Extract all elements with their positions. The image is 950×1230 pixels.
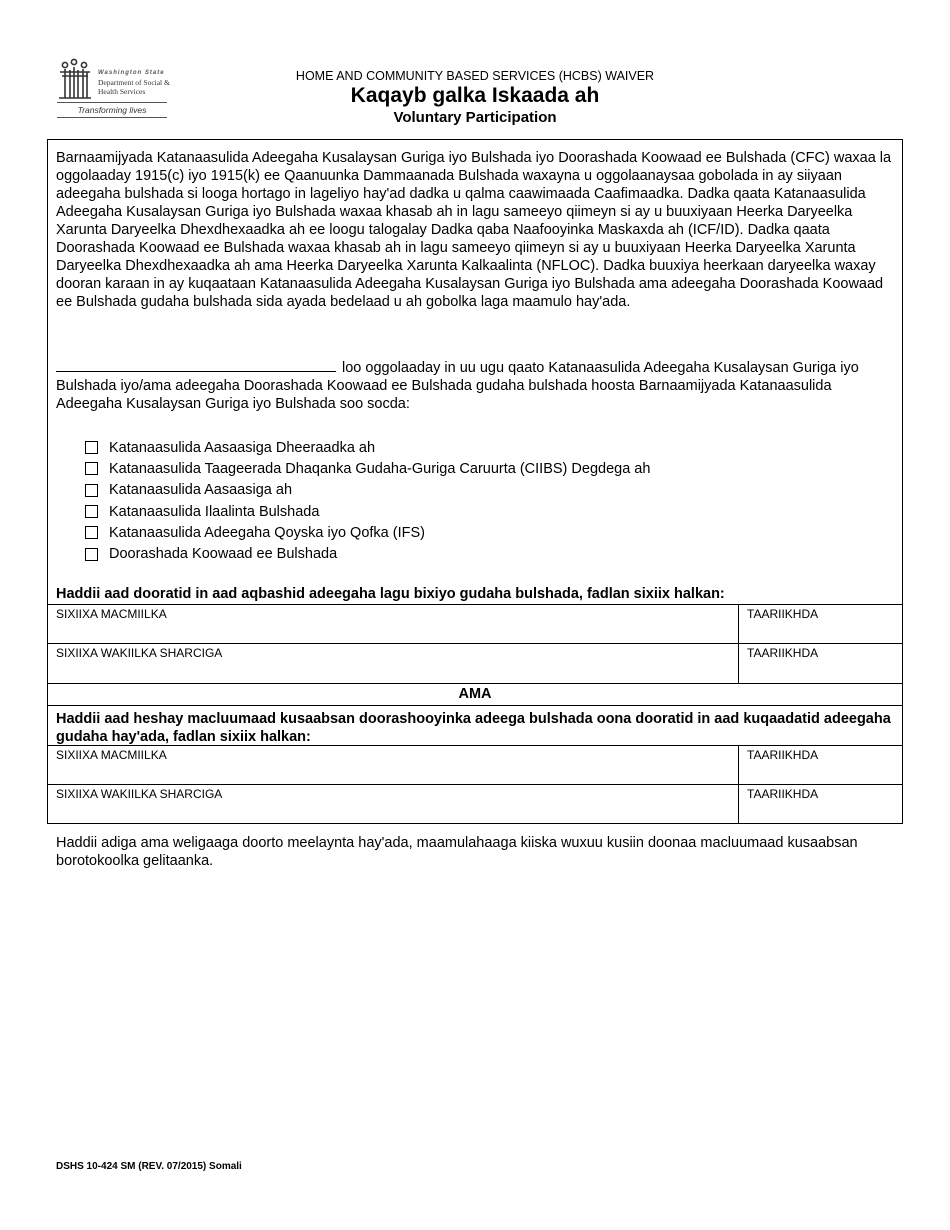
option-label: Doorashada Koowaad ee Bulshada — [109, 546, 338, 563]
logo-department: Department of Social & Health Services — [98, 78, 170, 96]
option-item — [85, 522, 650, 543]
logo-state: Washington State — [98, 70, 165, 76]
consent-statement — [56, 359, 896, 413]
representative-signature-row[interactable] — [48, 784, 902, 823]
representative-signature-label: SIXIIXA WAKIILKA SHARCIGA — [56, 787, 223, 801]
form-number: DSHS 10-424 SM (REV. 07/2015) Somali — [56, 1161, 242, 1172]
client-signature-label: SIXIIXA MACMIILKA — [56, 748, 167, 762]
option-checkbox[interactable] — [85, 462, 98, 475]
form-subtitle: Voluntary Participation — [393, 109, 557, 126]
community-signature-heading: Haddii aad dooratid in aad aqbashid adeegaha lagu bixiyo gudaha bulshada, fadlan sixiix halkan: — [56, 586, 725, 602]
logo-tagline: Transforming lives — [77, 105, 147, 115]
date-label: TAARIIKHDA — [747, 787, 819, 801]
client-signature-row[interactable] — [48, 604, 902, 643]
name-blank[interactable] — [56, 359, 336, 372]
cell-divider — [738, 785, 739, 824]
representative-signature-row[interactable] — [48, 643, 902, 682]
option-label: Katanaasulida Adeegaha Qoyska iyo Qofka (IFS) — [109, 524, 425, 541]
option-item — [85, 543, 650, 564]
cell-divider — [738, 644, 739, 683]
option-item — [85, 458, 650, 479]
option-item — [85, 480, 650, 501]
waiver-options — [85, 437, 650, 565]
client-signature-label: SIXIIXA MACMIILKA — [56, 607, 167, 621]
intro-paragraph: Barnaamijyada Katanaasulida Adeegaha Kusalaysan Guriga iyo Bulshada iyo Doorashada Koowaad ee Bulshada (CFC) waxaa la oggolaaday 1915(c) iyo 1915(k) ee Qaanuunka Dammaanada Bulshada waxayna u oggolaanaysaa gobolada in ay siiyaan adeegaha bulshada si looga hortago in lageliyo hay'ad dadka u qalma caawimaada Caafimaadka. Dadka qaata Katanaasulida Adeegaha Kusalaysan Guriga iyo Bulshada waxaa khasab ah in lagu sameeyo qiimeyn si ay u buuxiyaan Heerka Daryeelka Xarunta Daryeelka Dhexdhexaadka ah ee loogu talogalay Dadka qaba Naafooyinka Maskaxda ah (ICF/ID). Dadka qaata Doorashada Koowaad ee Bulshada waxaa khasab ah in lagu sameeyo qiimeyn si ay u buuxiyaan Heerka Daryeelka Xarunta Daryeelka Dhexdhexaadka ah ama Heerka Daryeelka Xarunta Kalkaalinta (NFLOC). Dadka buuxiya heerkaan daryeelka waxay dooran karaan in ay kuqaataan Katanaasulida Adeegaha Kusalaysan Guriga iyo Bulshada ama adeegaha Doorashada Koowaad ee Bulshada gudaha bulshada sida ayada bedelaad u ah gobolka laga maamulo hay'ada. — [56, 150, 892, 310]
program-name: HOME AND COMMUNITY BASED SERVICES (HCBS) WAIVER — [295, 69, 655, 83]
form-title: Kaqayb galka Iskaada ah — [350, 84, 600, 107]
option-checkbox[interactable] — [85, 441, 98, 454]
option-label: Katanaasulida Aasaasiga ah — [109, 482, 293, 499]
institution-signature-heading: Haddii aad heshay macluumaad kusaabsan doorashooyinka adeega bulshada oona dooratid in aad kuqaadatid adeegaha gudaha hay'ada, fadlan sixiix halkan: — [56, 711, 891, 745]
consent-text: loo oggolaaday in uu ugu qaato Katanaasulida Adeegaha Kusalaysan Guriga iyo Bulshada iyo/ama adeegaha Doorashada Koowaad ee Bulshada gudaha bulshada hoosta Barnaamijyada Katanaasulida Adeegaha Kusalaysan Guriga iyo Bulshada soo socda: — [56, 360, 859, 412]
cell-divider — [738, 605, 739, 644]
option-item — [85, 437, 650, 458]
cell-divider — [738, 746, 739, 785]
option-label: Katanaasulida Ilaalinta Bulshada — [109, 503, 320, 520]
representative-signature-label: SIXIIXA WAKIILKA SHARCIGA — [56, 646, 223, 660]
date-label: TAARIIKHDA — [747, 607, 819, 621]
option-checkbox[interactable] — [85, 526, 98, 539]
date-label: TAARIIKHDA — [747, 646, 819, 660]
client-signature-row[interactable] — [48, 745, 902, 784]
option-checkbox[interactable] — [85, 484, 98, 497]
option-checkbox[interactable] — [85, 548, 98, 561]
option-label: Katanaasulida Taageerada Dhaqanka Gudaha-Guriga Caruurta (CIIBS) Degdega ah — [109, 460, 651, 477]
form-box — [47, 139, 903, 824]
admission-protocol-note: Haddii adiga ama weligaaga doorto meelaynta hay'ada, maamulahaaga kiiska wuxuu kusiin doonaa macluumaad kusaabsan borotokoolka gelitaanka. — [56, 835, 858, 869]
date-label: TAARIIKHDA — [747, 748, 819, 762]
option-checkbox[interactable] — [85, 505, 98, 518]
option-label: Katanaasulida Aasaasiga Dheeraadka ah — [109, 439, 376, 456]
or-divider: AMA — [48, 683, 902, 706]
option-item — [85, 501, 650, 522]
